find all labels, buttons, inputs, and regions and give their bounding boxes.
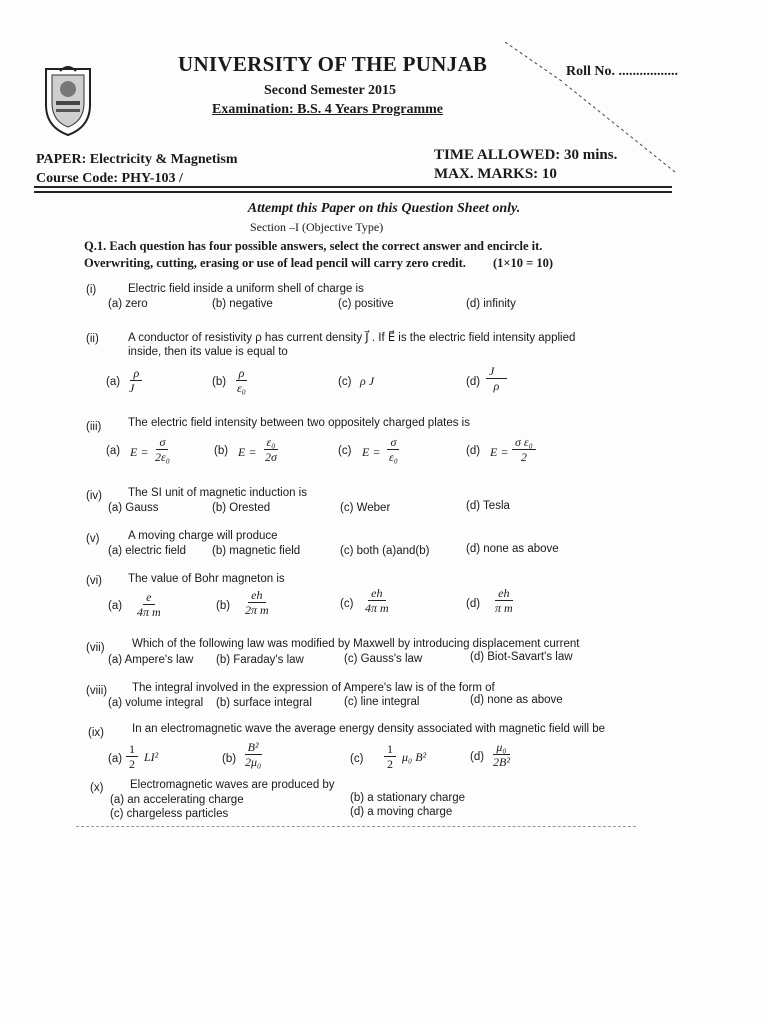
math-expression: E = [362, 445, 381, 459]
math-fraction [362, 586, 392, 615]
denominator: ε₀ [389, 450, 398, 464]
numerator: 1 [126, 742, 138, 757]
numerator: σ [156, 435, 168, 450]
option-d: (d) infinity [466, 298, 516, 310]
question-number: (ii) [86, 333, 99, 345]
header-divider [34, 186, 672, 188]
question-text: The SI unit of magnetic induction is [128, 487, 307, 499]
option-b: (b) [212, 376, 227, 388]
denominator: 2 [129, 757, 135, 771]
paper-title: PAPER: Electricity & Magnetism [36, 152, 238, 167]
math-fraction [126, 742, 138, 771]
option-b: (b) [216, 600, 231, 612]
option-d: (d) none as above [470, 694, 563, 706]
option-d: (d) Biot-Savart's law [470, 651, 573, 663]
math-fraction [152, 435, 173, 464]
denominator: 2B² [493, 755, 510, 769]
numerator: σ [387, 435, 399, 450]
numerator: ρ [236, 366, 248, 381]
math-expression: LI² [144, 750, 159, 764]
numerator: eh [368, 586, 385, 601]
denominator: 2π m [245, 603, 269, 617]
option-c: (c) [338, 445, 352, 457]
math-fraction [126, 366, 147, 395]
math-expression: E = [490, 445, 509, 459]
numerator: σ ε₀ [512, 435, 536, 450]
option-c: (c) Gauss's law [344, 653, 423, 665]
university-crest-icon [38, 65, 98, 137]
question-number: (vi) [86, 575, 102, 587]
question-text: The electric field intensity between two oppositely charged plates is [128, 417, 470, 429]
denominator: ε₀ [237, 381, 246, 395]
math-expression: μ₀ B² [402, 750, 427, 764]
question-text: inside, then its value is equal to [128, 346, 288, 358]
option-c: (c) [340, 598, 354, 610]
question-number: (v) [86, 533, 100, 545]
question-text: The integral involved in the expression of Ampere's law is of the form of [132, 682, 495, 694]
option-c: (c) both (a)and(b) [340, 545, 430, 557]
option-a: (a) [106, 376, 121, 388]
option-c: (c) chargeless particles [110, 808, 229, 820]
math-expression: ρ J⃗ [360, 374, 384, 388]
question-number: (x) [90, 782, 104, 794]
option-d: (d) [466, 376, 481, 388]
math-fraction [262, 435, 280, 464]
question-text: In an electromagnetic wave the average energy density associated with magnetic field will be [132, 723, 606, 735]
option-b: (b) [214, 445, 229, 457]
question-1-instructions [84, 238, 644, 272]
question-text: Electric field inside a uniform shell of charge is [128, 283, 364, 295]
option-a: (a) zero [108, 298, 148, 310]
option-d: (d) Tesla [466, 500, 510, 512]
numerator: eh [248, 588, 265, 603]
option-a: (a) Ampere's law [108, 654, 194, 666]
option-b: (b) surface integral [216, 697, 312, 709]
question-text: Electromagnetic waves are produced by [130, 779, 335, 791]
numerator: ε₀ [264, 435, 279, 450]
numerator: J⃗ [486, 364, 507, 379]
option-d: (d) [470, 751, 485, 763]
option-a: (a) volume integral [108, 697, 204, 709]
question-number: (iii) [86, 421, 102, 433]
option-c: (c) line integral [344, 696, 420, 708]
math-fraction [384, 742, 396, 771]
option-b: (b) [222, 753, 237, 765]
math-fraction [386, 435, 401, 464]
option-c: (c) positive [338, 298, 394, 310]
option-c: (c) Weber [340, 502, 391, 514]
math-expression: E = [238, 445, 257, 459]
option-d: (d) none as above [466, 543, 559, 555]
denominator: 4π m [137, 605, 161, 619]
option-a: (a) an accelerating charge [110, 794, 244, 806]
numerator: μ₀ [493, 740, 509, 755]
question-text: A conductor of resistivity ρ has current density J⃗ . If E⃗ is the electric field intensity applied [128, 332, 576, 344]
numerator: eh [495, 586, 512, 601]
option-a: (a) [108, 753, 123, 765]
denominator: J⃗ [129, 381, 144, 395]
section-heading: Section –I (Objective Type) [250, 220, 384, 234]
option-d: (d) [466, 598, 481, 610]
max-marks: MAX. MARKS: 10 [434, 166, 557, 182]
denominator: 2 [520, 450, 527, 464]
option-b: (b) Faraday's law [216, 654, 304, 666]
examination-label: Examination: B.S. 4 Years Programme [212, 102, 443, 117]
option-a: (a) [108, 600, 123, 612]
math-fraction [234, 366, 249, 395]
denominator: 4π m [365, 601, 389, 615]
math-fraction [242, 740, 264, 769]
option-d: (d) [466, 445, 481, 457]
denominator: 2μ₀ [245, 755, 262, 769]
time-allowed: TIME ALLOWED: 30 mins. [434, 147, 618, 163]
math-fraction [134, 590, 164, 619]
question-number: (i) [86, 284, 97, 296]
q1-line1: Q.1. Each question has four possible answers, select the correct answer and encircle it. [84, 239, 543, 253]
numerator: e [143, 590, 154, 605]
option-b: (b) Orested [212, 502, 271, 514]
question-text: The value of Bohr magneton is [128, 573, 285, 585]
denominator: 2 [387, 757, 393, 771]
math-fraction [492, 586, 516, 615]
roll-number-field: Roll No. ................. [566, 64, 678, 79]
option-d: (d) a moving charge [350, 806, 453, 818]
header-divider [34, 191, 672, 193]
q1-marks: (1×10 = 10) [493, 256, 554, 270]
math-fraction [242, 588, 272, 617]
denominator: 2ε₀ [155, 450, 170, 464]
denominator: 2σ [265, 450, 277, 464]
question-number: (ix) [88, 727, 104, 739]
math-fraction [490, 740, 513, 769]
question-number: (viii) [86, 685, 108, 697]
option-c: (c) [350, 753, 364, 765]
q1-line2: Overwriting, cutting, erasing or use of lead pencil will carry zero credit. [84, 256, 466, 270]
math-expression: E = [130, 445, 149, 459]
math-fraction [512, 435, 536, 464]
question-text: Which of the following law was modified by Maxwell by introducing displacement current [132, 638, 580, 650]
question-number: (vii) [86, 642, 105, 654]
course-code: Course Code: PHY-103 / [36, 171, 183, 186]
option-a: (a) [106, 445, 121, 457]
denominator: π m [495, 601, 513, 615]
numerator: B² [245, 740, 262, 755]
semester-label: Second Semester 2015 [264, 83, 396, 98]
question-text: A moving charge will produce [128, 530, 278, 542]
numerator: ρ [130, 366, 142, 381]
university-title: UNIVERSITY OF THE PUNJAB [178, 52, 488, 76]
math-fraction [486, 364, 507, 393]
denominator: ρ [493, 379, 500, 393]
option-a: (a) Gauss [108, 502, 159, 514]
option-b: (b) negative [212, 298, 273, 310]
option-b: (b) magnetic field [212, 545, 301, 557]
question-number: (iv) [86, 490, 102, 502]
option-a: (a) electric field [108, 545, 186, 557]
option-c: (c) [338, 376, 352, 388]
option-b: (b) a stationary charge [350, 792, 466, 804]
instruction-text: Attempt this Paper on this Question Sheet only. [247, 201, 521, 216]
bottom-divider [76, 826, 636, 827]
numerator: 1 [384, 742, 396, 757]
